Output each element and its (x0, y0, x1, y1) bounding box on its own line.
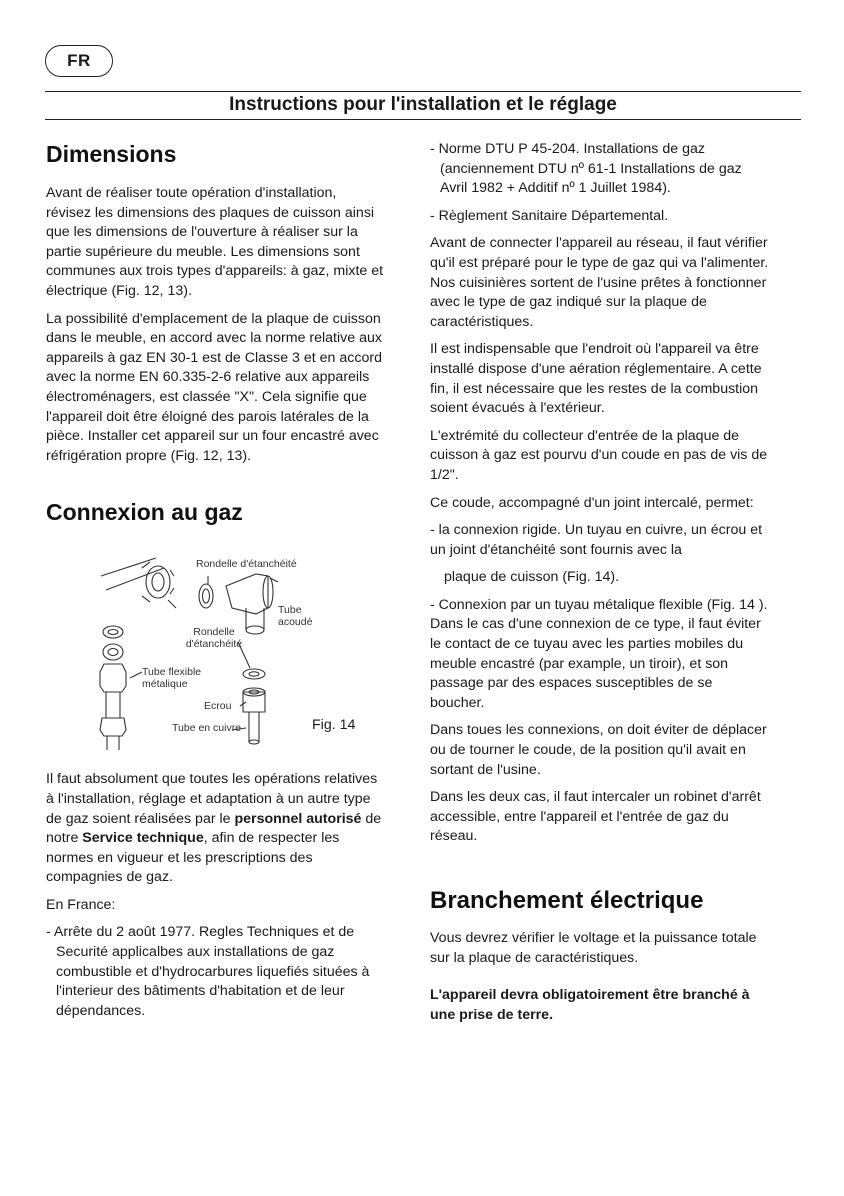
right-paragraph-4: Il est indispensable que l'endroit où l'appareil va être installé dispose d'une aération réglementaire. A cette fin, il est nécessaire que les restes de la combustion soient évacués à l'extérieur. (430, 341, 762, 417)
gas-paragraph-1 (46, 770, 384, 888)
right-paragraph-6: Ce coude, accompagné d'un joint intercalé, permet: (430, 494, 754, 511)
right-paragraph-12: Vous devrez vérifier le voltage et la puissance totale sur la plaque de caractéristiques. (430, 930, 757, 966)
gas-paragraph-2: En France: (46, 896, 116, 913)
label-tube-cuivre: Tube en cuivre (172, 722, 242, 735)
label-tube-acoude: Tube acoudé (278, 604, 313, 629)
right-paragraph-13: L'appareil devra obligatoirement être branché à une prise de terre. (430, 987, 750, 1023)
section-title-electrical: Branchement électrique (430, 887, 704, 914)
label-tube-flexible: Tube flexible métalique (142, 666, 202, 691)
right-paragraph-3: Avant de connecter l'appareil au réseau, il faut vérifier qu'il est préparé pour le type de gaz qui va l'alimenter. Nos cuisinières sortent de l'usine prêtes à fonctionner avec le type de gaz indiqué sur la plaque de caractéristiques. (430, 235, 769, 330)
gas-p1-text-e: , afin de respecter les normes en vigueur et les prescriptions des compagnies de gaz. (46, 830, 340, 886)
gas-p1-text-a: Il faut absolument que toutes les opérations relatives à l'installation, réglage et adaptation à un autre type de gaz soient réalisées par le (46, 771, 378, 827)
page-title: Instructions pour l'installation et le réglage (229, 94, 617, 115)
right-paragraph-10: Dans toues les connexions, on doit éviter de déplacer ou de tourner le coude, de la position qu'il avait en sortant de l'usine. (430, 722, 767, 778)
right-paragraph-9: - Connexion par un tuyau métalique flexible (Fig. 14 ). Dans le cas d'une connexion de ce type, il faut éviter le contact de ce tuyau avec les parties mobiles du meuble encastré (par example, un tiroir), et son passage par des espaces susceptibles de se boucher. (430, 596, 768, 711)
gas-p1-text-c: de notre (46, 810, 382, 847)
dimensions-paragraph-2: La possibilité d'emplacement de la plaque de cuisson dans le meuble, en accord avec la norme relative aux appareils à gaz EN 30-1 est de Classe 3 et en accord avec la norme EN 60.335-2-6 relative aux appareils électroménagers, est classée "X". Cela signifie que l'appareil doit être éloigné des parois latérales de la pièce. Installer cet appareil sur un four encastré avec réfrigération propre (Fig. 12, 13). (46, 310, 382, 464)
language-badge: FR (45, 45, 113, 77)
left-column (46, 140, 384, 1029)
label-rondelle-top: Rondelle d'étanchéité (196, 558, 297, 571)
gas-p1-bold-personnel: personnel autorisé (234, 810, 362, 827)
section-title-dimensions: Dimensions (46, 141, 177, 167)
right-paragraph-11: Dans les deux cas, il faut intercaler un robinet d'arrêt accessible, entre l'appareil et l'entrée de gaz du réseau. (430, 789, 761, 845)
right-column (430, 140, 770, 1033)
right-paragraph-7: - la connexion rigide. Un tuyau en cuivre, un écrou et un joint d'étanchéité sont fournis avec la (430, 522, 763, 558)
right-paragraph-5: L'extrémité du collecteur d'entrée de la plaque de cuisson à gaz est pourvu d'un coude en pas de vis de 1/2". (430, 427, 768, 483)
figure-caption: Fig. 14 (312, 717, 356, 734)
dimensions-paragraph-1: Avant de réaliser toute opération d'installation, révisez les dimensions des plaques de cuisson ainsi que les dimensions de l'ouverture à réaliser sur la partie supérieure du meuble. Les dimensions sont communes aux trois types d'appareils: à gaz, mixte et électrique (Fig. 12, 13). (46, 185, 384, 299)
right-paragraph-1: - Norme DTU P 45-204. Installations de gaz (anciennement DTU nº 61-1 Installations de gaz Avril 1982 + Additif nº 1 Juillet 1984). (430, 141, 742, 197)
header-rule-bottom (45, 119, 801, 120)
gas-connection-figure (46, 546, 384, 756)
section-title-gas: Connexion au gaz (46, 499, 243, 526)
gas-p1-bold-service: Service technique (82, 830, 204, 847)
right-paragraph-2: - Règlement Sanitaire Départemental. (430, 207, 669, 224)
right-paragraph-8: plaque de cuisson (Fig. 14). (444, 569, 620, 586)
label-ecrou: Ecrou (204, 700, 232, 713)
gas-paragraph-3: - Arrête du 2 août 1977. Regles Techniques et de Securité applicalbes aux installations de gaz combustible et d'hydrocarbures liquefiés situées à l'interieur des bâtiments d'habitation et de leur dépendances. (46, 924, 370, 1019)
label-rondelle-mid: Rondelle d'étanchéité (185, 626, 243, 651)
